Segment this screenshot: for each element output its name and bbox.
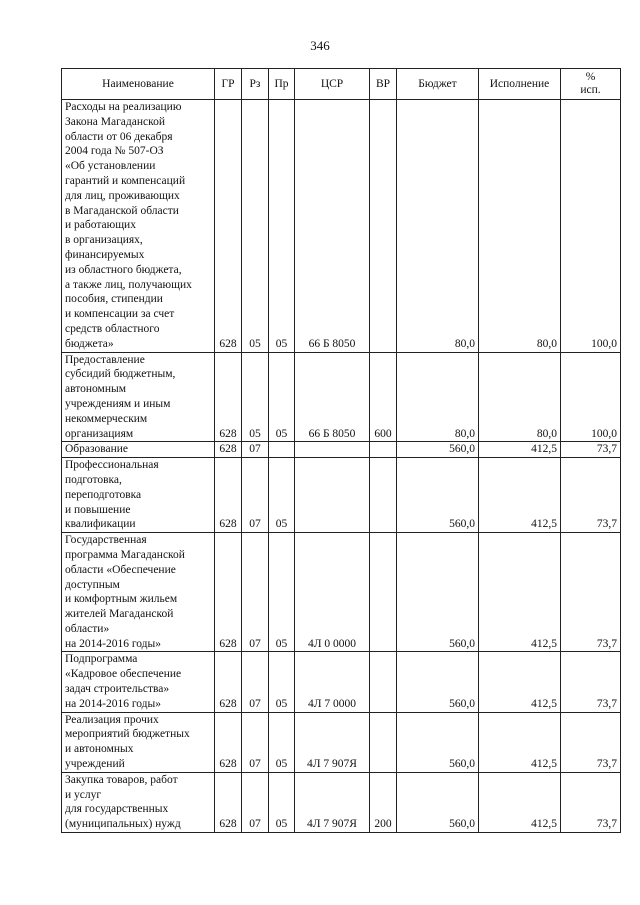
row-csr: 4Л 7 0000 — [295, 652, 370, 712]
row-name: Образование — [62, 442, 215, 458]
row-execution: 412,5 — [479, 533, 561, 652]
row-rz: 05 — [242, 352, 269, 442]
row-vr — [370, 533, 397, 652]
header-budget: Бюджет — [397, 69, 479, 100]
row-pr: 05 — [269, 652, 295, 712]
row-rz: 07 — [242, 772, 269, 832]
row-percent: 73,7 — [561, 533, 621, 652]
header-gr: ГР — [215, 69, 242, 100]
row-vr — [370, 100, 397, 353]
row-rz: 07 — [242, 652, 269, 712]
row-execution: 412,5 — [479, 442, 561, 458]
row-vr: 200 — [370, 772, 397, 832]
row-percent: 73,7 — [561, 712, 621, 772]
row-gr: 628 — [215, 712, 242, 772]
row-execution: 80,0 — [479, 352, 561, 442]
row-pr: 05 — [269, 772, 295, 832]
header-rz: Рз — [242, 69, 269, 100]
table-row — [62, 652, 621, 712]
row-name: Государственная программа Магаданской области «Обеспечение доступным и комфортным жильем жителей Магаданской области» на 2014-2016 годы» — [62, 533, 215, 652]
row-budget: 560,0 — [397, 442, 479, 458]
row-name: Предоставление субсидий бюджетным, автономным учреждениям и иным некоммерческим организациям — [62, 352, 215, 442]
row-name: Реализация прочих мероприятий бюджетных и автономных учреждений — [62, 712, 215, 772]
header-pr: Пр — [269, 69, 295, 100]
row-vr — [370, 458, 397, 533]
row-execution: 412,5 — [479, 458, 561, 533]
row-csr: 4Л 0 0000 — [295, 533, 370, 652]
row-budget: 560,0 — [397, 458, 479, 533]
row-budget: 560,0 — [397, 533, 479, 652]
row-pr: 05 — [269, 712, 295, 772]
table-row — [62, 352, 621, 442]
row-gr: 628 — [215, 458, 242, 533]
row-budget: 560,0 — [397, 652, 479, 712]
row-name: Закупка товаров, работ и услуг для государственных (муниципальных) нужд — [62, 772, 215, 832]
row-percent: 73,7 — [561, 458, 621, 533]
row-gr: 628 — [215, 352, 242, 442]
row-pr: 05 — [269, 352, 295, 442]
row-percent: 73,7 — [561, 652, 621, 712]
row-rz: 07 — [242, 533, 269, 652]
table-row — [62, 458, 621, 533]
row-budget: 560,0 — [397, 772, 479, 832]
row-gr: 628 — [215, 652, 242, 712]
row-percent: 100,0 — [561, 352, 621, 442]
table-row — [62, 100, 621, 353]
row-gr: 628 — [215, 772, 242, 832]
row-vr — [370, 442, 397, 458]
row-csr: 66 Б 8050 — [295, 352, 370, 442]
row-name: Подпрограмма «Кадровое обеспечение задач строительства» на 2014-2016 годы» — [62, 652, 215, 712]
header-name: Наименование — [62, 69, 215, 100]
row-percent: 73,7 — [561, 442, 621, 458]
table-row — [62, 533, 621, 652]
row-csr: 4Л 7 907Я — [295, 772, 370, 832]
row-csr: 66 Б 8050 — [295, 100, 370, 353]
table-row — [62, 772, 621, 832]
row-pr: 05 — [269, 533, 295, 652]
row-execution: 80,0 — [479, 100, 561, 353]
row-rz: 05 — [242, 100, 269, 353]
row-pr: 05 — [269, 458, 295, 533]
row-percent: 73,7 — [561, 772, 621, 832]
row-budget: 80,0 — [397, 352, 479, 442]
row-csr — [295, 442, 370, 458]
row-name: Профессиональная подготовка, переподготовка и повышение квалификации — [62, 458, 215, 533]
row-budget: 80,0 — [397, 100, 479, 353]
header-percent: % исп. — [561, 69, 621, 100]
row-budget: 560,0 — [397, 712, 479, 772]
table-header-row — [62, 69, 621, 100]
row-gr: 628 — [215, 100, 242, 353]
header-execution: Исполнение — [479, 69, 561, 100]
header-vr: ВР — [370, 69, 397, 100]
row-rz: 07 — [242, 442, 269, 458]
row-name: Расходы на реализацию Закона Магаданской области от 06 декабря 2004 года № 507-ОЗ «Об установлении гарантий и компенсаций для лиц, проживающих в Магаданской области и работающих в организациях, финансируемых из областного бюджета, а также лиц, получающих пособия, стипендии и компенсации за счет средств областного бюджета» — [62, 100, 215, 353]
row-vr: 600 — [370, 352, 397, 442]
header-csr: ЦСР — [295, 69, 370, 100]
page-number: 346 — [310, 38, 330, 53]
row-csr: 4Л 7 907Я — [295, 712, 370, 772]
row-gr: 628 — [215, 442, 242, 458]
row-execution: 412,5 — [479, 652, 561, 712]
budget-table — [61, 68, 621, 833]
row-vr — [370, 712, 397, 772]
row-gr: 628 — [215, 533, 242, 652]
row-execution: 412,5 — [479, 712, 561, 772]
row-pr: 05 — [269, 100, 295, 353]
row-rz: 07 — [242, 712, 269, 772]
table-row — [62, 712, 621, 772]
row-pr — [269, 442, 295, 458]
row-csr — [295, 458, 370, 533]
table-row — [62, 442, 621, 458]
row-percent: 100,0 — [561, 100, 621, 353]
row-rz: 07 — [242, 458, 269, 533]
row-execution: 412,5 — [479, 772, 561, 832]
row-vr — [370, 652, 397, 712]
